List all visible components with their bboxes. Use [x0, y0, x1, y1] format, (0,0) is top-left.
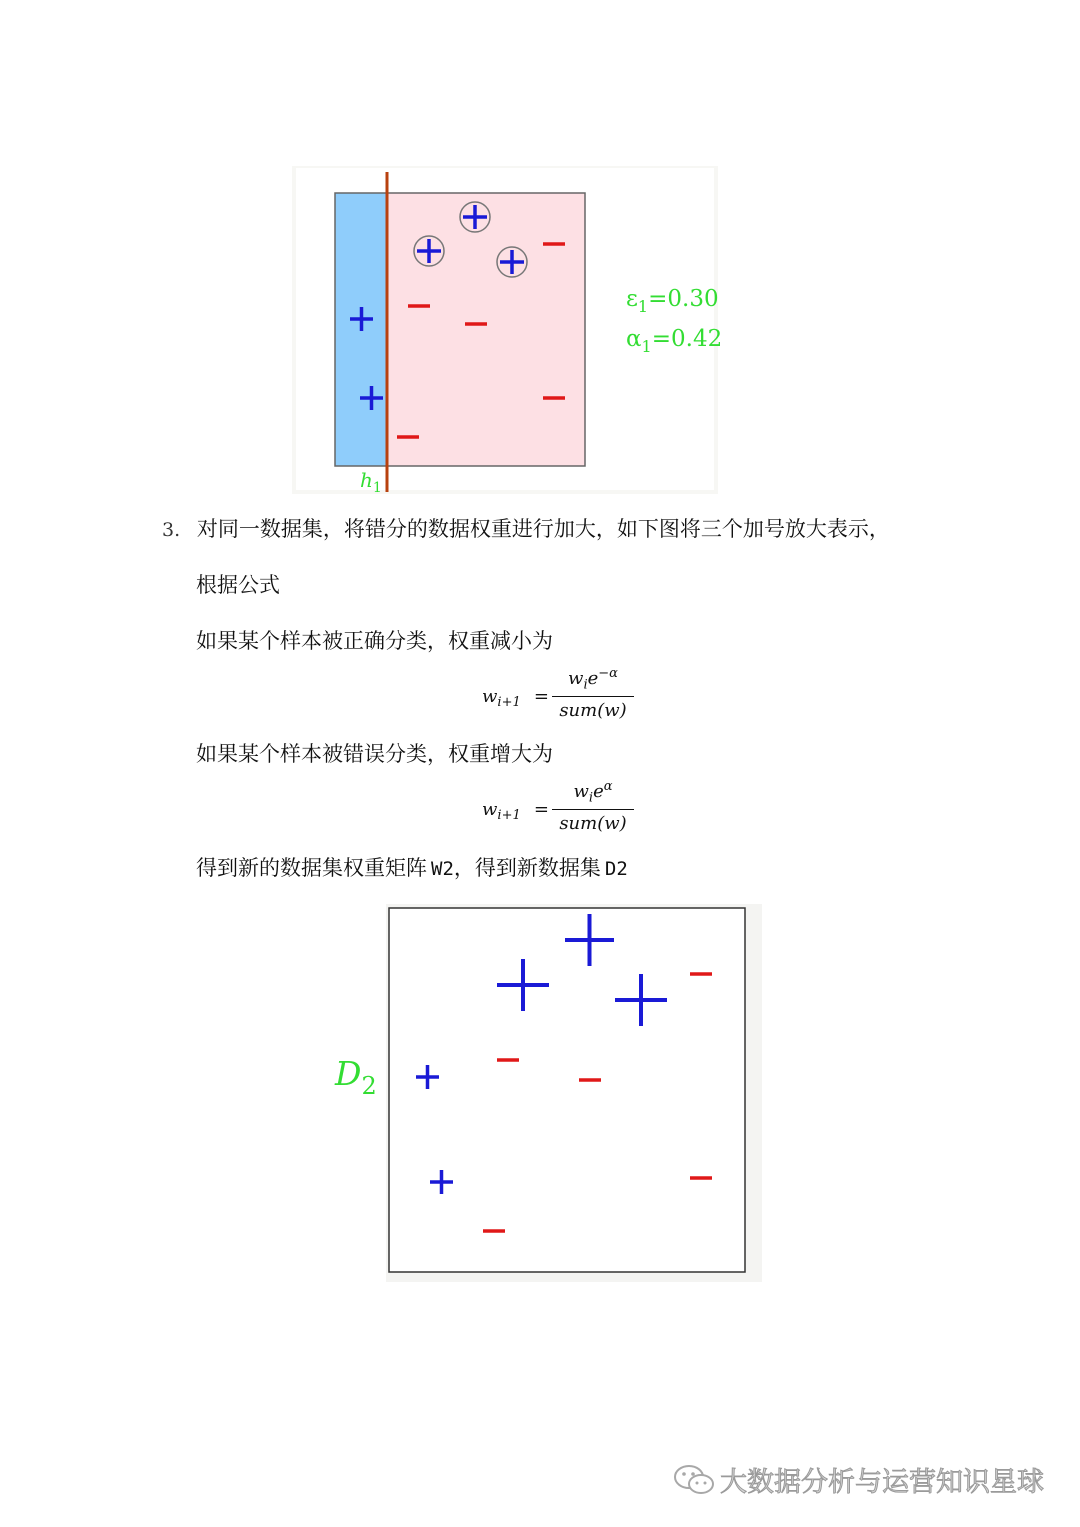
step-line2: 根据公式 [196, 573, 280, 597]
h1-label: $h_1$ [360, 468, 382, 496]
step-line1-text: 对同一数据集，将错分的数据权重进行加大，如下图将三个加号放大表示， [196, 517, 890, 541]
alpha-annotation: $\alpha_1=0.42$ [626, 326, 723, 356]
wechat-icon [672, 1462, 718, 1498]
d2-annotation: $D_2$ [335, 1054, 377, 1100]
w2-label: W2 [431, 858, 454, 880]
figure2-svg [0, 880, 1080, 1300]
step-number: 3. [162, 519, 181, 541]
figure1-svg [0, 0, 1080, 520]
figure2-box [389, 908, 745, 1272]
formula-fraction-2: $w_ie^\alpha$ sum(w) [552, 779, 634, 834]
step-line1 [162, 515, 890, 544]
right-region [387, 193, 585, 466]
d2-label: D2 [604, 858, 628, 880]
formula-lhs-1: $w_{i+1}$ = [482, 686, 549, 711]
wrong-classification-text: 如果某个样本被错误分类，权重增大为 [196, 742, 553, 766]
formula-lhs-2: $w_{i+1}$ = [482, 799, 549, 824]
correct-classification-text: 如果某个样本被正确分类，权重减小为 [196, 629, 553, 653]
formula-fraction-1: $w_ie^{-\alpha}$ sum(w) [552, 666, 634, 721]
watermark-text: 大数据分析与运营知识星球 [720, 1467, 1044, 1498]
result-line: 得到新的数据集权重矩阵 W2，得到新数据集 D2 [196, 856, 628, 880]
epsilon-annotation: $\varepsilon_1=0.30$ [626, 286, 719, 316]
